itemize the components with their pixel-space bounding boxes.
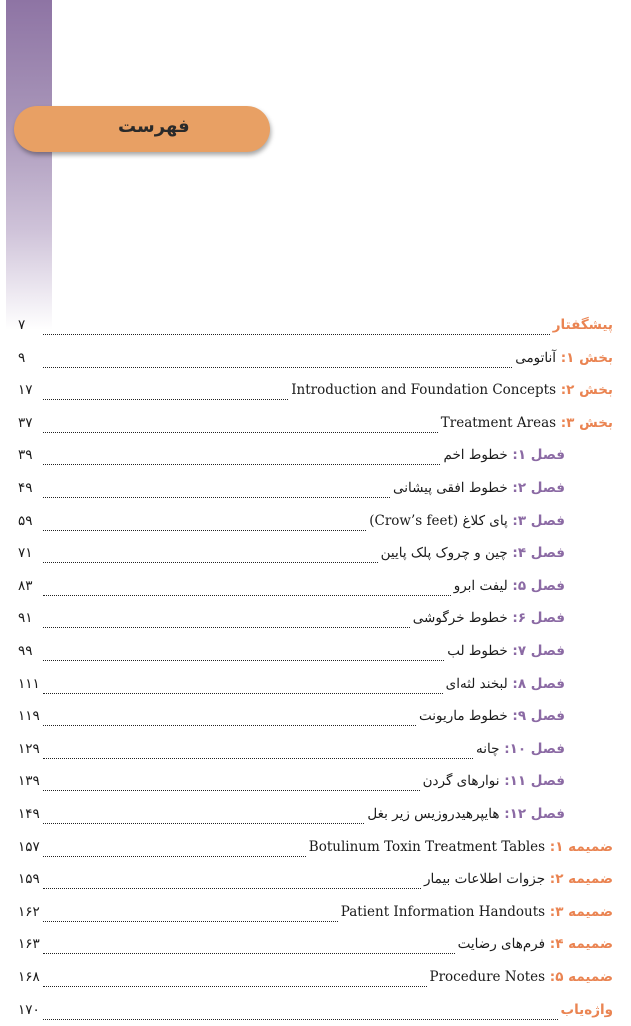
toc-entry-separator: : <box>556 349 567 366</box>
toc-entry[interactable] <box>18 447 565 471</box>
toc-page-number: ۵۹ <box>18 512 33 529</box>
toc-page-number: ۱۳۹ <box>18 773 40 790</box>
dot-leader <box>43 692 443 694</box>
toc-entry-title: خطوط افقی پیشانی <box>392 480 508 496</box>
toc-entry-prefix: فصل ۴ <box>517 545 565 562</box>
toc-entry-title: Patient Information Handouts <box>340 903 546 920</box>
dot-leader <box>43 561 378 563</box>
toc-entry-separator: : <box>507 708 518 725</box>
toc-entry[interactable] <box>18 578 565 602</box>
dot-leader <box>43 333 550 335</box>
toc-entry-prefix: بخش ۳ <box>566 414 613 431</box>
toc-entry-separator: : <box>545 903 556 920</box>
toc-entry-separator: : <box>507 512 518 529</box>
toc-entry-title: Botulinum Toxin Treatment Tables <box>308 838 546 855</box>
toc-entry-label <box>454 578 565 594</box>
toc-entry-label <box>393 480 565 496</box>
toc-entry[interactable] <box>18 773 565 797</box>
toc-entry-title: Procedure Notes <box>429 969 546 985</box>
toc-page-number: ۹۹ <box>18 643 33 659</box>
toc-page-number: ۸۳ <box>18 577 33 594</box>
toc-entry-title: خطوط خرگوشی <box>412 610 508 627</box>
toc-entry-label <box>441 415 613 431</box>
toc-entry-separator: : <box>545 936 556 953</box>
toc-entry-label <box>447 643 565 659</box>
toc-page-number: ۱۷ <box>18 382 33 399</box>
toc-entry-label <box>561 1002 613 1018</box>
toc-entry-separator: : <box>556 414 567 431</box>
toc-entry-title: نوارهای گردن <box>422 773 500 790</box>
dot-leader <box>43 920 338 922</box>
toc-entry-prefix: پیشگفتار <box>552 317 613 333</box>
toc-entry-label <box>309 839 613 855</box>
toc-entry[interactable] <box>18 708 565 732</box>
toc-entry[interactable] <box>18 610 565 634</box>
toc-entry-prefix: فصل ۸ <box>517 675 565 692</box>
toc-entry-title: Treatment Areas <box>440 414 557 431</box>
toc-entry[interactable] <box>18 839 613 863</box>
toc-entry-separator: : <box>507 577 518 594</box>
toc-entry-prefix: فصل ۹ <box>517 708 565 725</box>
toc-entry-prefix: فصل ۶ <box>517 610 565 627</box>
dot-leader <box>43 431 438 433</box>
toc-entry-title: خطوط ماریونت <box>418 708 508 725</box>
toc-page-number: ۱۶۳ <box>18 936 40 953</box>
toc-entry-prefix: ضمیمه ۳ <box>555 903 613 920</box>
toc-entry[interactable] <box>18 741 565 765</box>
toc-entry-prefix: بخش ۱ <box>566 349 613 366</box>
toc-entry-title: جزوات اطلاعات بیمار <box>424 871 546 888</box>
toc-page-number: ۱۵۷ <box>18 838 40 855</box>
toc-entry-title: خطوط لب <box>447 643 508 659</box>
toc-entry-separator: : <box>499 740 510 757</box>
toc-page-number: ۱۵۹ <box>18 871 40 888</box>
toc-entry-title: هایپرهیدروزیس زیر بغل <box>367 806 500 822</box>
toc-entry-prefix: فصل ۱ <box>517 447 565 464</box>
toc-entry-label <box>553 317 613 333</box>
toc-entry-label <box>515 350 613 366</box>
toc-entry-label <box>423 773 565 789</box>
toc-entry-separator: : <box>545 838 556 855</box>
toc-entry-label <box>430 969 613 985</box>
toc-entry[interactable] <box>18 871 613 895</box>
toc-entry-prefix: فصل ۷ <box>517 643 565 659</box>
toc-entry-label <box>367 806 565 822</box>
toc-entry-title: Introduction and Foundation Concepts <box>291 382 557 399</box>
toc-entry-separator: : <box>499 806 510 822</box>
toc-entry-label <box>381 545 565 561</box>
toc-entry-separator: : <box>507 675 518 692</box>
toc-entry-title: آناتومی <box>515 349 557 366</box>
toc-entry-title: لیفت ابرو <box>453 577 508 594</box>
toc-entry-title: پای کلاغ (Crow’s feet) <box>369 512 508 529</box>
dot-leader <box>43 757 473 759</box>
toc-entry-separator: : <box>507 447 518 464</box>
dot-leader <box>43 463 440 465</box>
dot-leader <box>43 594 451 596</box>
dot-leader <box>43 398 288 400</box>
dot-leader <box>43 822 364 824</box>
toc-entry-label <box>446 676 565 692</box>
toc-entry-title: چین و چروک پلک پایین <box>380 545 508 562</box>
dot-leader <box>43 855 306 857</box>
dot-leader <box>43 789 420 791</box>
toc-page-number: ۱۱۹ <box>18 708 40 725</box>
toc-page-number: ۹ <box>18 349 26 366</box>
toc-entry-prefix: فصل ۳ <box>517 512 565 529</box>
dot-leader <box>43 529 366 531</box>
page-title: فهرست <box>118 116 190 137</box>
toc-entry-label <box>291 382 613 398</box>
toc-entry-title: چانه <box>476 740 500 757</box>
toc-entry-title: خطوط اخم <box>443 447 508 464</box>
toc-page-number: ۱۶۲ <box>18 903 40 920</box>
toc-entry[interactable] <box>18 415 613 439</box>
dot-leader <box>43 952 455 954</box>
toc-entry[interactable] <box>18 317 613 341</box>
toc-entry-separator: : <box>499 773 510 790</box>
toc-page-number: ۱۱۱ <box>18 675 40 692</box>
toc-entry-label <box>476 741 565 757</box>
toc-entry-label <box>443 447 565 463</box>
toc-entry-prefix: ضمیمه ۱ <box>555 838 613 855</box>
toc-page-number: ۹۱ <box>18 610 33 627</box>
toc-entry-label <box>341 904 613 920</box>
toc-entry-separator: : <box>507 480 518 496</box>
dot-leader <box>43 985 427 987</box>
toc-entry-prefix: فصل ۱۲ <box>509 806 565 822</box>
dot-leader <box>43 496 390 498</box>
dot-leader <box>43 887 421 889</box>
toc-page-number: ۷۱ <box>18 545 33 562</box>
toc-page-number: ۷ <box>18 317 26 333</box>
toc-entry[interactable] <box>18 936 613 960</box>
toc-entry-prefix: فصل ۱۰ <box>509 740 565 757</box>
dot-leader <box>43 724 416 726</box>
toc-entry-separator: : <box>507 643 518 659</box>
dot-leader <box>43 366 512 368</box>
toc-entry[interactable] <box>18 350 613 374</box>
toc-page-number: ۱۷۰ <box>18 1001 40 1018</box>
toc-entry-prefix: ضمیمه ۵ <box>555 969 613 985</box>
toc-entry[interactable] <box>18 676 565 700</box>
toc-entry[interactable] <box>18 643 565 667</box>
toc-entry-label <box>424 871 613 887</box>
toc-entry-label <box>369 513 565 529</box>
toc-entry-separator: : <box>507 610 518 627</box>
toc-page-number: ۴۹ <box>18 480 33 496</box>
dot-leader <box>43 626 410 628</box>
toc-entry-prefix: فصل ۵ <box>517 577 565 594</box>
dot-leader <box>43 659 444 661</box>
toc-entry-separator: : <box>545 871 556 888</box>
toc-entry[interactable] <box>18 969 613 993</box>
toc-page-number: ۱۶۸ <box>18 969 40 985</box>
toc-entry[interactable] <box>18 382 613 406</box>
toc-entry-separator: : <box>545 969 556 985</box>
toc-page-number: ۳۹ <box>18 447 33 464</box>
toc-entry-prefix: فصل ۲ <box>517 480 565 496</box>
toc-entry[interactable] <box>18 806 565 830</box>
toc-page-number: ۱۲۹ <box>18 740 40 757</box>
toc-page-number: ۱۴۹ <box>18 806 40 822</box>
toc-entry-prefix: واژه‌یاب <box>560 1001 613 1018</box>
toc-entry[interactable] <box>18 904 613 928</box>
toc-entry-title: لبخند لثه‌ای <box>445 675 508 692</box>
toc-entry[interactable] <box>18 545 565 569</box>
toc-entry-label <box>419 708 565 724</box>
toc-entry-label <box>413 610 565 626</box>
toc-entry-label <box>458 936 613 952</box>
toc-entry-separator: : <box>507 545 518 562</box>
dot-leader <box>43 1018 558 1020</box>
toc-page-number: ۳۷ <box>18 414 33 431</box>
toc-entry[interactable] <box>18 480 565 504</box>
toc-entry-prefix: فصل ۱۱ <box>509 773 565 790</box>
toc-entry-separator: : <box>556 382 567 399</box>
toc-entry-prefix: ضمیمه ۴ <box>555 936 613 953</box>
toc-entry-title: فرم‌های رضایت <box>457 936 546 953</box>
toc-entry-prefix: ضمیمه ۲ <box>555 871 613 888</box>
toc-entry-prefix: بخش ۲ <box>566 382 613 399</box>
toc-entry[interactable] <box>18 513 565 537</box>
